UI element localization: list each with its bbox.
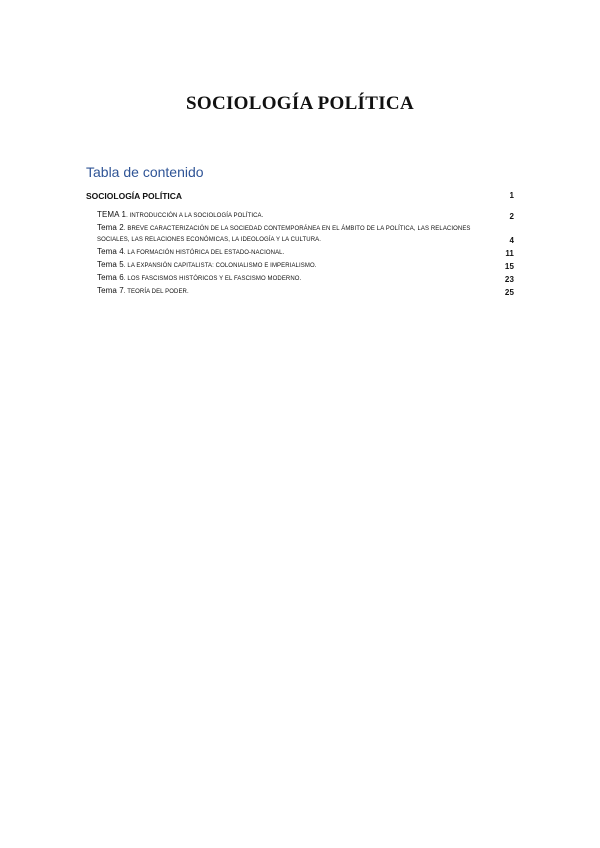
toc-entry-number: TEMA 1 xyxy=(97,210,127,219)
toc-entry-label xyxy=(97,209,502,222)
toc-entry-page: 4 xyxy=(509,236,514,245)
toc-entry-tema-2[interactable] xyxy=(86,222,514,246)
toc-entry-title: . TEORÍA DEL PODER. xyxy=(123,289,189,295)
toc-entry-number: Tema 6 xyxy=(97,273,124,282)
toc-entry-number: Tema 7 xyxy=(97,286,124,295)
toc-entry-label xyxy=(97,259,502,272)
toc-entry-tema-4[interactable] xyxy=(86,246,514,259)
toc-entry-number: Tema 2 xyxy=(97,223,124,232)
toc-entry-label: SOCIOLOGÍA POLÍTICA xyxy=(86,191,183,201)
page-title: SOCIOLOGÍA POLÍTICA xyxy=(186,93,414,114)
toc-entry-title: . LA EXPANSIÓN CAPITALISTA: COLONIALISMO E IMPERIALISMO. xyxy=(123,263,317,269)
toc-entry-label xyxy=(97,246,502,259)
toc-entry-title: . BREVE CARACTERIZACIÓN DE LA SOCIEDAD CONTEMPORÁNEA EN EL ÁMBITO DE LA POLÍTICA, LAS RELACIONES SOCIALES, LAS RELACIONES ECONÓMICAS, LA IDEOLOGÍA Y LA CULTURA. xyxy=(97,226,471,243)
toc-entry-tema-7[interactable] xyxy=(86,285,514,298)
toc-heading: Tabla de contenido xyxy=(86,164,204,180)
toc-entry-title: . LA FORMACIÓN HISTÓRICA DEL ESTADO-NACIONAL. xyxy=(123,250,285,256)
toc-entry-tema-6[interactable] xyxy=(86,272,514,285)
toc-entry-label xyxy=(97,285,502,298)
table-of-contents xyxy=(86,164,514,298)
toc-entry-page: 25 xyxy=(504,288,514,297)
toc-entry-top[interactable] xyxy=(86,190,514,202)
toc-entry-number: Tema 5 xyxy=(97,260,124,269)
toc-entry-page: 1 xyxy=(509,191,514,200)
toc-entry-page: 15 xyxy=(504,262,514,271)
toc-entry-number: Tema 4 xyxy=(97,247,124,256)
toc-entry-page: 11 xyxy=(505,249,514,258)
toc-entry-label xyxy=(97,222,502,246)
toc-entry-label xyxy=(97,272,502,285)
toc-entry-tema-5[interactable] xyxy=(86,259,514,272)
toc-entry-title: . INTRODUCCIÓN A LA SOCIOLOGÍA POLÍTICA. xyxy=(126,213,264,219)
toc-entry-title: . LOS FASCISMOS HISTÓRICOS Y EL FASCISMO MODERNO. xyxy=(123,276,302,282)
toc-entry-tema-1[interactable] xyxy=(86,209,514,222)
toc-entry-page: 2 xyxy=(509,212,514,221)
toc-entry-page: 23 xyxy=(504,275,514,284)
